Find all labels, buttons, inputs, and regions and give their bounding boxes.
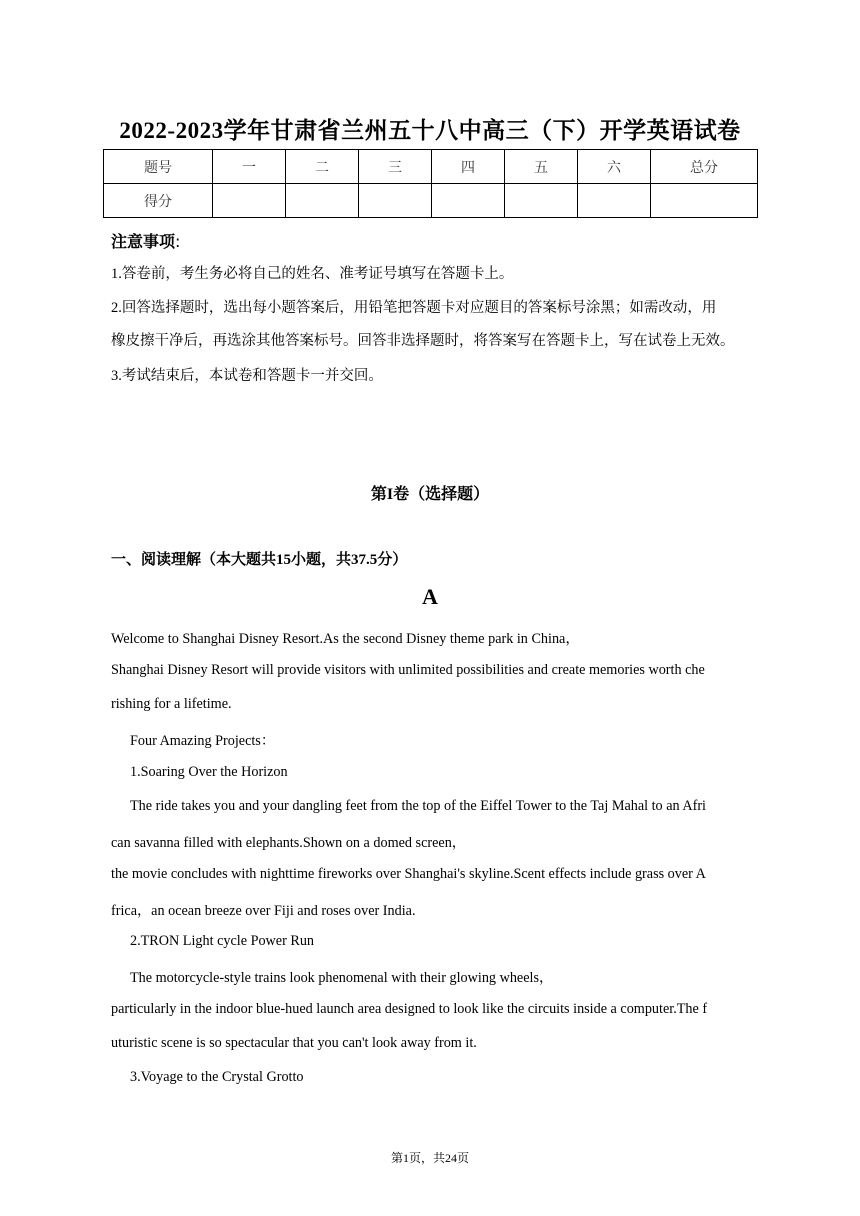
passage-line: Welcome to Shanghai Disney Resort.As the second Disney theme park in China，: [111, 631, 580, 647]
passage-line: 3.Voyage to the Crystal Grotto: [130, 1069, 304, 1085]
table-cell: 题号: [104, 150, 213, 184]
passage-line: can savanna filled with elephants.Shown on a domed screen，: [111, 835, 466, 851]
passage-line: The ride takes you and your dangling feet from the top of the Eiffel Tower to the Taj Mahal to an Afri: [130, 798, 706, 814]
table-cell: 二: [286, 150, 359, 184]
table-cell: 五: [505, 150, 578, 184]
passage-line: 1.Soaring Over the Horizon: [130, 764, 288, 780]
table-cell: [432, 184, 505, 218]
passage-line: particularly in the indoor blue-hued launch area designed to look like the circuits inside a computer.The f: [111, 1001, 708, 1017]
table-cell: [359, 184, 432, 218]
passage-line: 2.TRON Light cycle Power Run: [130, 933, 315, 949]
table-cell: 六: [578, 150, 651, 184]
table-cell: 四: [432, 150, 505, 184]
passage-line: Shanghai Disney Resort will provide visitors with unlimited possibilities and create memories worth che: [111, 662, 705, 678]
score-table: [103, 149, 758, 218]
notice-line: 1.答卷前，考生务必将自己的姓名、准考证号填写在答题卡上。: [111, 266, 514, 282]
notice-title-text: 注意事项: [111, 232, 176, 251]
table-cell: [505, 184, 578, 218]
passage-line: the movie concludes with nighttime fireworks over Shanghai's skyline.Scent effects include grass over A: [111, 866, 706, 882]
exam-title: 2022-2023学年甘肃省兰州五十八中高三（下）开学英语试卷: [119, 118, 741, 143]
passage-label: A: [422, 584, 438, 609]
passage-line: uturistic scene is so spectacular that you can't look away from it.: [111, 1035, 477, 1051]
notice-line: 橡皮擦干净后，再选涂其他答案标号。回答非选择题时，将答案写在答题卡上，写在试卷上无效。: [111, 333, 735, 349]
passage-line: rishing for a lifetime.: [111, 696, 232, 712]
page-footer: 第1页，共24页: [390, 1151, 469, 1165]
table-cell: [651, 184, 758, 218]
table-cell: 得分: [104, 184, 213, 218]
table-cell: 一: [213, 150, 286, 184]
notice-title: [111, 229, 180, 252]
notice-colon: :: [175, 232, 181, 251]
score-table-header-row: [104, 150, 758, 184]
passage-line: Four Amazing Projects：: [130, 733, 276, 749]
table-cell: 总分: [651, 150, 758, 184]
notice-line: 2.回答选择题时，选出每小题答案后，用铅笔把答题卡对应题目的答案标号涂黑；如需改动，用: [111, 300, 717, 316]
part-title: 第I卷（选择题）: [370, 486, 490, 503]
notice-line: 3.考试结束后，本试卷和答题卡一并交回。: [111, 368, 383, 384]
table-cell: [286, 184, 359, 218]
table-cell: [213, 184, 286, 218]
score-table-row: [104, 184, 758, 218]
table-cell: 三: [359, 150, 432, 184]
table-cell: [578, 184, 651, 218]
passage-line: frica，an ocean breeze over Fiji and roses over India.: [111, 903, 416, 919]
section-title: 一、阅读理解（本大题共15小题，共37.5分）: [111, 552, 408, 568]
passage-line: The motorcycle-style trains look phenomenal with their glowing wheels，: [130, 970, 554, 986]
